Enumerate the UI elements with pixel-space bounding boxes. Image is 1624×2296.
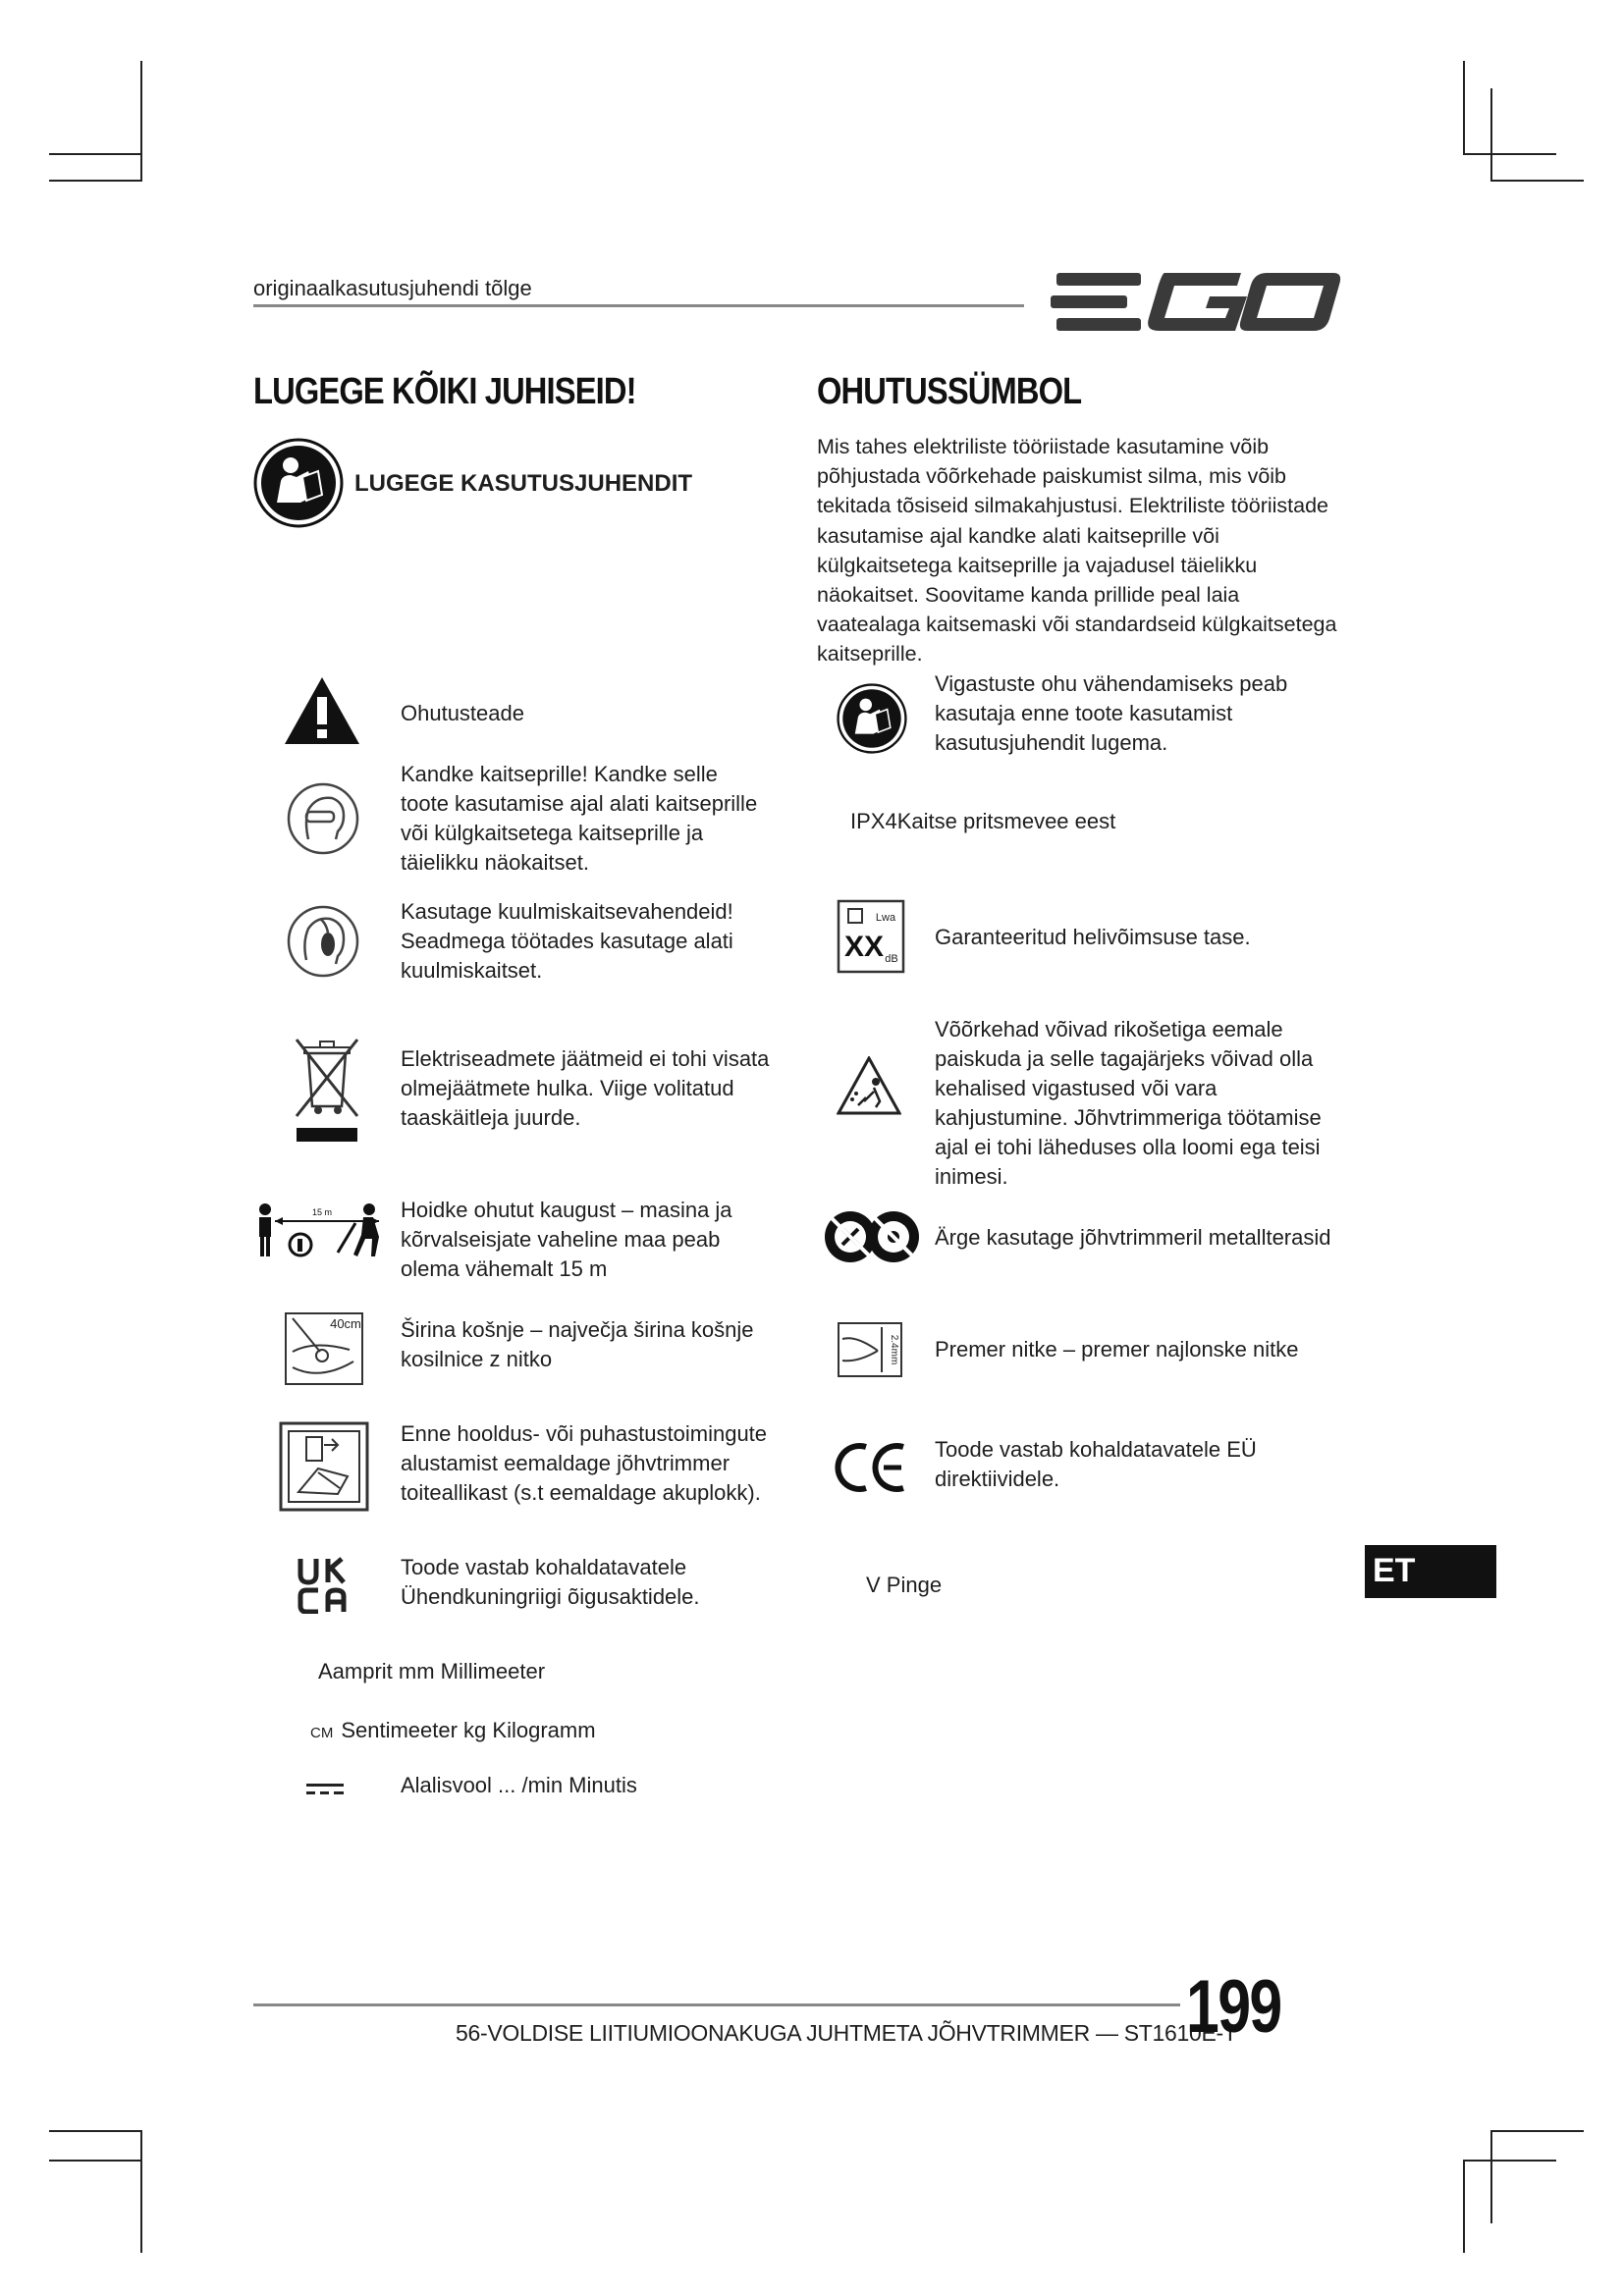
symbol-text: Elektriseadmete jäätmeid ei tohi visata olmejäätmete hulka. Viige volitatud taaskäitleja juurde. [401,1046,770,1130]
crop-mark [1463,2160,1465,2253]
document-subtitle: originaalkasutusjuhendi tõlge [253,276,532,300]
crop-mark [1463,153,1556,155]
page-number: 199 [1186,1965,1281,2049]
weee-bin-icon [293,1038,361,1144]
symbol-text: Garanteeritud helivõimsuse tase. [935,925,1251,949]
symbol-text: Kasutage kuulmiskaitsevahendeid! Seadmega töötades kasutage alati kuulmiskaitset. [401,899,733,983]
crop-mark [1490,88,1492,182]
crop-mark [1490,180,1584,182]
symbol-text: Premer nitke – premer najlonske nitke [935,1337,1299,1362]
symbol-text: Toode vastab kohaldatavatele Ühendkuningriigi õigusaktidele. [401,1555,700,1609]
crop-mark [1463,2160,1556,2162]
units-row: Aamprit mm Millimeeter [318,1659,546,1683]
crop-mark [1490,2130,1584,2132]
crop-mark [1463,61,1465,154]
units-row: Alalisvool ... /min Minutis [401,1773,637,1797]
right-section-title: OHUTUSSÜMBOL [817,371,1082,412]
cutting-width-label: 40cm [330,1316,361,1331]
left-section-title: LUGEGE KÕIKI JUHISEID! [253,371,636,412]
units-row [310,1716,801,1745]
cutting-width-icon [285,1312,363,1385]
read-manual-icon [253,438,344,528]
symbol-text: Ärge kasutage jõhvtrimmeril metallterasid [935,1225,1331,1250]
thrown-objects-icon [837,1056,901,1115]
safe-distance-label: 15 m [311,1207,333,1217]
safe-distance-icon [253,1196,401,1262]
crop-mark [49,2130,142,2132]
centimeter-symbol: CM [310,1725,334,1742]
crop-mark [140,2130,142,2253]
symbol-text: Võõrkehad võivad rikošetiga eemale paiskuda ja selle tagajärjeks võivad olla kehalised vigastused või vara kahjustumine. Jõhvtrimmeriga töötamise ajal ei tohi läheduses olla loomi ega teisi inimesi. [935,1017,1322,1189]
safety-intro-paragraph: Mis tahes elektriliste tööriistade kasutamine võib põhjustada võõrkehade paiskumist silma, mis võib tekitada tõsiseid silmakahjustusi. Elektriliste tööriistade kasutamise ajal kandke alati kaitseprille või külgkaitsetega kaitseprille ja vajadusel täielikku näokaitset. Soovitame kanda prillide peal laia vaatealaga kaitsemaski või standardseid külgkaitsetega kaitseprille. [817,435,1337,667]
symbol-text: Širina košnje – največja širina košnje kosilnice z nitko [401,1317,754,1371]
crop-mark [1490,2130,1492,2223]
symbol-text: Toode vastab kohaldatavatele EÜ direktiividele. [935,1437,1257,1491]
ce-mark-icon [835,1441,909,1494]
sound-power-top-label: Lwa [875,912,896,924]
ear-protection-icon [287,905,359,978]
units-text: Sentimeeter kg Kilogramm [341,1718,596,1742]
footer-product-title: 56-VOLDISE LIITIUMIOONAKUGA JUHTMETA JÕHVTRIMMER — ST1610E-T [456,2020,1237,2046]
read-manual-label: LUGEGE KASUTUSJUHENDIT [354,470,693,497]
ukca-mark-icon [295,1557,353,1614]
sound-power-main-label: XX [843,931,885,963]
ego-logo [1049,271,1343,334]
warning-triangle-icon [283,675,361,746]
safety-glasses-icon [287,782,359,855]
footer-rule [253,2003,1180,2006]
crop-mark [49,153,142,155]
direct-current-icon [306,1783,344,1796]
header-rule [253,304,1024,307]
crop-mark [140,61,142,182]
line-diameter-icon [837,1321,903,1378]
no-metal-blades-icon [823,1209,921,1264]
symbol-text: V Pinge [866,1573,943,1597]
language-tab [1365,1545,1496,1598]
read-manual-icon [837,683,907,754]
crop-mark [49,2160,142,2162]
symbol-text: IPX4Kaitse pritsmevee eest [850,809,1116,833]
symbol-text: Hoidke ohutut kaugust – masina ja kõrvalseisjate vaheline maa peab olema vähemalt 15 m [401,1198,732,1281]
symbol-text: Enne hooldus- või puhastustoimingute alustamist eemaldage jõhvtrimmer toiteallikast (s.t eemaldage akuplokk). [401,1421,768,1505]
sound-power-sub-label: dB [885,953,898,965]
remove-battery-icon [279,1421,369,1512]
crop-mark [49,180,142,182]
symbol-text: Kandke kaitseprille! Kandke selle toote kasutamise ajal alati kaitseprille või külgkaitsetega kaitseprille ja täielikku näokaitset. [401,762,758,875]
symbol-text: Vigastuste ohu vähendamiseks peab kasutaja enne toote kasutamist kasutusjuhendit lugema. [935,671,1288,755]
language-tab-label: ET [1373,1552,1416,1589]
line-diameter-label: 2.4mm [889,1334,899,1365]
symbol-text: Ohutusteade [401,701,524,725]
sound-power-icon [837,899,905,974]
